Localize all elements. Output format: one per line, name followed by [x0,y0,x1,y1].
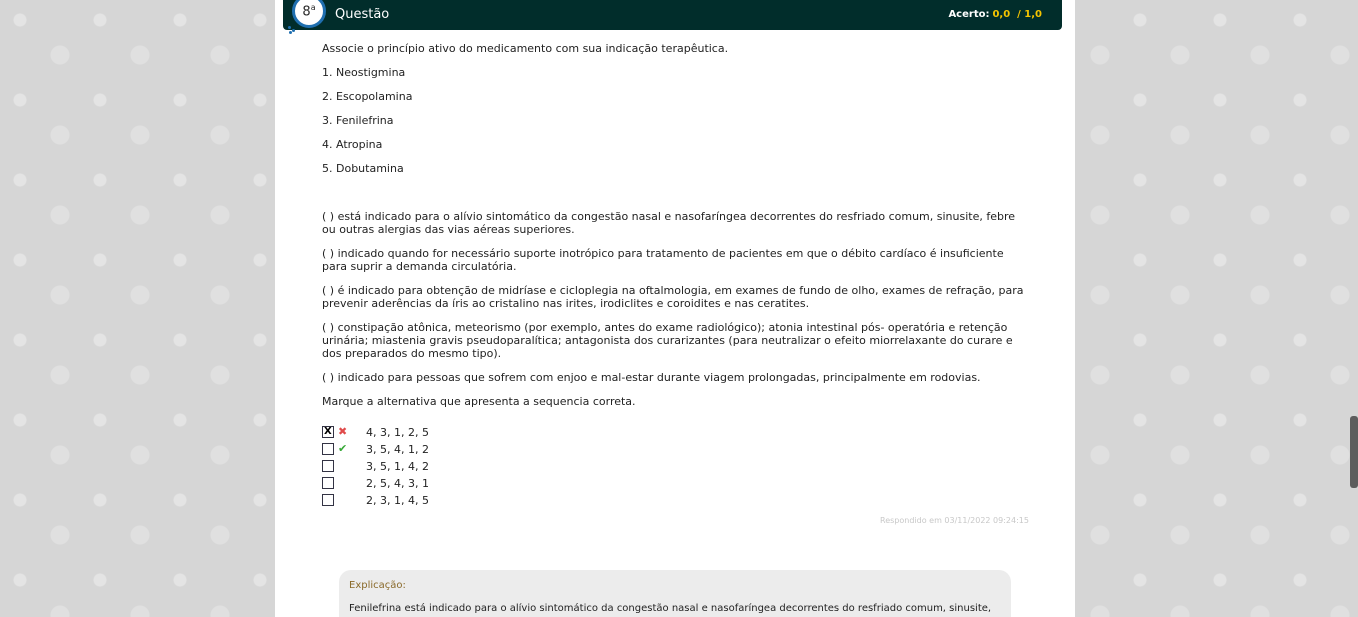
statement: ( ) é indicado para obtenção de midríase e cicloplegia na oftalmologia, em exames de fundo de olho, exames de refração, para prevenir aderências da íris ao cristalino nas irites, irodiclites e coroidites e nas ceratites. [322,284,1024,310]
explanation-title: Explicação: [349,580,406,591]
score-value: 0,0 / 1,0 [992,9,1042,20]
list-item: 3. Fenilefrina [322,114,394,127]
option-2[interactable] [322,443,522,457]
option-1[interactable] [322,426,522,440]
option-3[interactable] [322,460,522,474]
instruction: Marque a alternativa que apresenta a sequencia correta. [322,395,636,408]
question-ordinal: a [310,2,316,12]
checkbox-checked[interactable] [322,426,334,438]
question-header [283,0,1062,30]
explanation-text: Fenilefrina está indicado para o alívio sintomático da congestão nasal e nasofaríngea decorrentes do resfriado comum, sinusite, [349,603,992,614]
question-number-badge [292,0,326,28]
option-label: 2, 3, 1, 4, 5 [366,494,429,507]
scrollbar-thumb[interactable] [1350,416,1358,488]
list-item: 1. Neostigmina [322,66,406,79]
question-card [275,0,1075,617]
checkbox[interactable] [322,494,334,506]
score [948,9,1042,20]
checkbox[interactable] [322,443,334,455]
list-item: 5. Dobutamina [322,162,404,175]
score-label: Acerto: [948,9,990,20]
header-title: Questão [335,7,390,22]
answered-timestamp: Respondido em 03/11/2022 09:24:15 [880,516,1029,525]
statement: ( ) indicado para pessoas que sofrem com enjoo e mal-estar durante viagem prolongadas, principalmente em rodovias. [322,371,981,384]
option-4[interactable] [322,477,522,491]
question-prompt: Associe o princípio ativo do medicamento com sua indicação terapêutica. [322,42,729,55]
list-item: 4. Atropina [322,138,383,151]
x-mark-icon: ✖ [338,425,348,438]
statement: ( ) indicado quando for necessário suporte inotrópico para tratamento de pacientes em que o débito cardíaco é insuficiente para suprir a demanda circulatória. [322,247,1004,273]
explanation-box [339,570,1011,617]
statement: ( ) constipação atônica, meteorismo (por exemplo, antes do exame radiológico); atonia intestinal pós- operatória e retenção urinária; miastenia gravis pseudoparalítica; antagonista dos curarizantes (para neutralizar o efeito miorrelaxante do curare e dos preparados do mesmo tipo). [322,321,1013,360]
checkbox[interactable] [322,477,334,489]
checkbox[interactable] [322,460,334,472]
option-label: 2, 5, 4, 3, 1 [366,477,429,490]
badge-dots-decoration [288,26,298,34]
option-label: 3, 5, 4, 1, 2 [366,443,429,456]
question-number: 8 [302,4,311,20]
check-mark-icon: ✔ [338,442,348,455]
statement: ( ) está indicado para o alívio sintomático da congestão nasal e nasofaríngea decorrentes do resfriado comum, sinusite, febre ou outras alergias das vias aéreas superiores. [322,210,1016,236]
option-5[interactable] [322,494,522,508]
list-item: 2. Escopolamina [322,90,413,103]
option-label: 4, 3, 1, 2, 5 [366,426,429,439]
option-label: 3, 5, 1, 4, 2 [366,460,429,473]
